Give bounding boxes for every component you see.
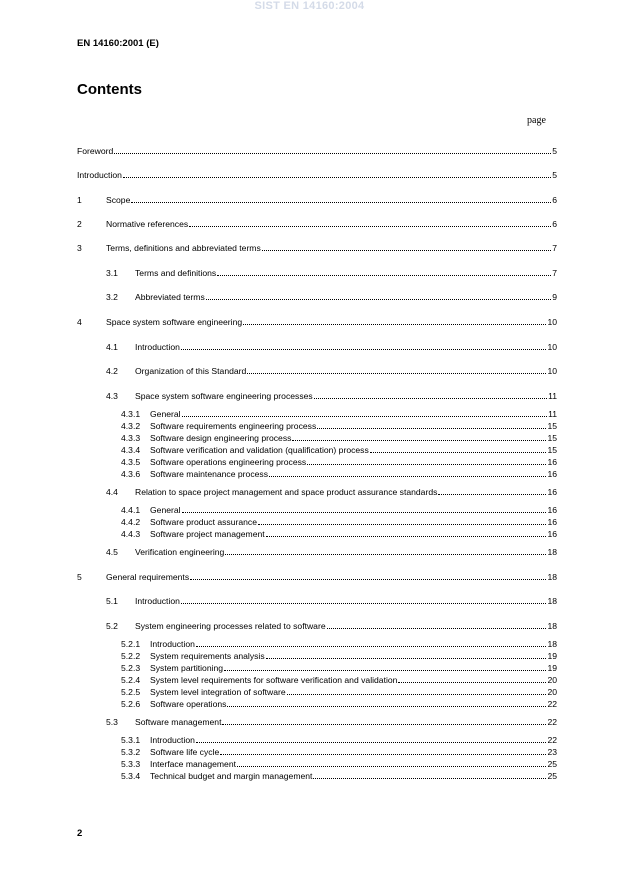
toc-entry[interactable]	[106, 621, 557, 631]
toc-entry-number: 4	[77, 317, 82, 327]
toc-leader-dots	[196, 646, 547, 647]
toc-entry-page: 15	[547, 421, 557, 431]
toc-leader-dots	[114, 153, 551, 154]
toc-entry-title: Abbreviated terms	[135, 292, 205, 302]
toc-entry-title: Software operations engineering process	[150, 457, 307, 467]
toc-entry[interactable]	[121, 675, 557, 685]
toc-entry-page: 18	[547, 596, 557, 606]
toc-entry[interactable]	[121, 421, 557, 431]
toc-entry[interactable]	[77, 146, 557, 156]
toc-entry-number: 5.2.6	[121, 699, 141, 709]
toc-entry-title: General	[150, 409, 181, 419]
toc-entry-number: 5.2	[106, 621, 118, 631]
toc-entry-page: 15	[547, 445, 557, 455]
toc-entry-page: 19	[547, 663, 557, 673]
toc-entry[interactable]	[106, 268, 557, 278]
page-title: Contents	[77, 81, 142, 98]
toc-entry-title: Software project management	[150, 529, 265, 539]
toc-entry-number: 5.3	[106, 717, 118, 727]
toc-leader-dots	[292, 440, 546, 441]
toc-entry-page: 25	[547, 759, 557, 769]
toc-leader-dots	[224, 670, 546, 671]
toc-entry[interactable]	[106, 391, 557, 401]
toc-leader-dots	[266, 536, 547, 537]
toc-entry[interactable]	[77, 219, 557, 229]
toc-leader-dots	[222, 724, 546, 725]
toc-entry-page: 15	[547, 433, 557, 443]
toc-entry-page: 6	[552, 195, 557, 205]
toc-entry[interactable]	[77, 572, 557, 582]
toc-leader-dots	[243, 324, 546, 325]
toc-entry[interactable]	[121, 457, 557, 467]
toc-entry-title: Introduction	[150, 639, 195, 649]
toc-leader-dots	[196, 742, 547, 743]
toc-entry-title: Technical budget and margin management	[150, 771, 313, 781]
toc-entry-page: 10	[547, 342, 557, 352]
toc-entry-number: 4.3.3	[121, 433, 141, 443]
toc-entry-page: 18	[547, 621, 557, 631]
toc-entry-number: 4.3.4	[121, 445, 141, 455]
toc-entry-number: 4.3.5	[121, 457, 141, 467]
toc-entry-title: General requirements	[106, 572, 190, 582]
toc-entry-page: 22	[547, 717, 557, 727]
toc-entry-title: Software management	[135, 717, 222, 727]
toc-leader-dots	[225, 554, 546, 555]
toc-entry-title: Terms, definitions and abbreviated terms	[106, 243, 261, 253]
toc-leader-dots	[181, 603, 547, 604]
toc-entry-title: System engineering processes related to software	[135, 621, 326, 631]
toc-leader-dots	[313, 778, 546, 779]
toc-entry-title: Software design engineering process	[150, 433, 292, 443]
toc-entry-page: 20	[547, 675, 557, 685]
toc-entry-number: 5.3.4	[121, 771, 141, 781]
toc-entry[interactable]	[106, 596, 557, 606]
toc-entry-page: 25	[547, 771, 557, 781]
toc-entry-title: Space system software engineering processes	[135, 391, 313, 401]
toc-entry-title: General	[150, 505, 181, 515]
toc-entry-page: 23	[547, 747, 557, 757]
toc-entry-number: 4.5	[106, 547, 118, 557]
toc-entry-title: Normative references	[106, 219, 189, 229]
toc-entry-page: 22	[547, 735, 557, 745]
toc-entry-number: 5.1	[106, 596, 118, 606]
toc-entry[interactable]	[77, 317, 557, 327]
toc-entry-number: 5.2.1	[121, 639, 141, 649]
toc-entry-page: 22	[547, 699, 557, 709]
toc-entry[interactable]	[106, 717, 557, 727]
toc-entry-number: 5.3.2	[121, 747, 141, 757]
toc-entry-page: 10	[547, 366, 557, 376]
toc-entry[interactable]	[121, 735, 557, 745]
toc-entry-page: 7	[552, 268, 557, 278]
toc-entry-page: 7	[552, 243, 557, 253]
toc-leader-dots	[317, 428, 546, 429]
toc-entry-title: Organization of this Standard	[135, 366, 247, 376]
toc-entry-number: 5.2.2	[121, 651, 141, 661]
toc-leader-dots	[269, 476, 546, 477]
toc-entry[interactable]	[121, 433, 557, 443]
toc-entry-title: Software operations	[150, 699, 227, 709]
toc-entry-title: Introduction	[77, 170, 122, 180]
toc-entry-number: 5.3.1	[121, 735, 141, 745]
toc-entry-number: 5.2.4	[121, 675, 141, 685]
toc-entry-title: Software requirements engineering process	[150, 421, 317, 431]
toc-entry-title: Introduction	[135, 342, 180, 352]
toc-leader-dots	[266, 658, 547, 659]
toc-leader-dots	[247, 373, 546, 374]
toc-leader-dots	[131, 202, 551, 203]
toc-entry-number: 2	[77, 219, 82, 229]
toc-entry-page: 5	[552, 170, 557, 180]
toc-entry[interactable]	[77, 170, 557, 180]
toc-entry-number: 3.2	[106, 292, 118, 302]
toc-entry-number: 5.2.3	[121, 663, 141, 673]
toc-entry-page: 16	[547, 529, 557, 539]
toc-entry[interactable]	[121, 409, 557, 419]
toc-entry-page: 16	[547, 487, 557, 497]
toc-entry[interactable]	[106, 487, 557, 497]
page-column-label: page	[527, 115, 546, 126]
toc-entry-page: 16	[547, 457, 557, 467]
toc-entry-title: Software maintenance process	[150, 469, 268, 479]
toc-leader-dots	[220, 754, 546, 755]
toc-leader-dots	[182, 512, 547, 513]
toc-leader-dots	[227, 706, 546, 707]
toc-entry-page: 6	[552, 219, 557, 229]
toc-leader-dots	[189, 226, 551, 227]
toc-entry[interactable]	[121, 747, 557, 757]
toc-entry-number: 5	[77, 572, 82, 582]
toc-entry-title: System partitioning	[150, 663, 224, 673]
toc-entry-title: Introduction	[150, 735, 195, 745]
toc-entry[interactable]	[106, 366, 557, 376]
toc-entry-title: Software product assurance	[150, 517, 258, 527]
toc-leader-dots	[287, 694, 547, 695]
toc-entry-title: Software life cycle	[150, 747, 220, 757]
toc-entry-title: Interface management	[150, 759, 236, 769]
toc-entry-page: 19	[547, 651, 557, 661]
toc-leader-dots	[123, 177, 551, 178]
toc-entry-number: 4.3.2	[121, 421, 141, 431]
document-id: EN 14160:2001 (E)	[77, 38, 159, 49]
toc-entry-title: System level requirements for software verification and validation	[150, 675, 398, 685]
toc-entry[interactable]	[121, 639, 557, 649]
toc-entry-number: 4.4.3	[121, 529, 141, 539]
toc-entry-number: 5.3.3	[121, 759, 141, 769]
toc-entry-number: 4.4.2	[121, 517, 141, 527]
toc-entry-title: Foreword	[77, 146, 114, 156]
toc-entry-page: 16	[547, 469, 557, 479]
toc-leader-dots	[262, 250, 551, 251]
toc-entry-number: 5.2.5	[121, 687, 141, 697]
toc-entry-number: 4.3.6	[121, 469, 141, 479]
toc-leader-dots	[438, 494, 546, 495]
toc-entry[interactable]	[106, 342, 557, 352]
toc-entry-page: 10	[547, 317, 557, 327]
toc-entry[interactable]	[121, 445, 557, 455]
toc-leader-dots	[190, 579, 546, 580]
toc-entry-title: System level integration of software	[150, 687, 286, 697]
toc-leader-dots	[182, 416, 548, 417]
toc-entry-page: 11	[548, 391, 557, 401]
toc-entry-page: 9	[552, 292, 557, 302]
toc-entry[interactable]	[121, 651, 557, 661]
toc-entry[interactable]	[106, 292, 557, 302]
watermark: SIST EN 14160:2004	[254, 0, 365, 12]
toc-entry-number: 4.3	[106, 391, 118, 401]
toc-leader-dots	[327, 628, 547, 629]
toc-entry[interactable]	[77, 243, 557, 253]
toc-entry-page: 20	[547, 687, 557, 697]
toc-leader-dots	[217, 275, 551, 276]
toc-leader-dots	[258, 524, 546, 525]
toc-entry[interactable]	[121, 529, 557, 539]
toc-leader-dots	[181, 349, 547, 350]
toc-leader-dots	[314, 398, 547, 399]
page-number: 2	[77, 828, 83, 839]
toc-entry-title: Relation to space project management and space product assurance standards	[135, 487, 438, 497]
toc-entry-number: 4.1	[106, 342, 118, 352]
toc-entry-title: Introduction	[135, 596, 180, 606]
toc-entry-number: 4.4.1	[121, 505, 141, 515]
toc-entry-number: 1	[77, 195, 82, 205]
toc-entry-page: 16	[547, 505, 557, 515]
toc-entry[interactable]	[77, 195, 557, 205]
toc-entry-title: System requirements analysis	[150, 651, 265, 661]
toc-entry-page: 5	[552, 146, 557, 156]
toc-entry[interactable]	[121, 517, 557, 527]
toc-entry-page: 18	[547, 639, 557, 649]
toc-entry[interactable]	[121, 505, 557, 515]
toc-entry-number: 4.3.1	[121, 409, 141, 419]
toc-entry-number: 4.2	[106, 366, 118, 376]
toc-entry[interactable]	[121, 759, 557, 769]
toc-entry-title: Software verification and validation (qualification) process	[150, 445, 369, 455]
toc-entry-page: 11	[548, 409, 557, 419]
toc-entry-number: 3	[77, 243, 82, 253]
toc-entry-title: Terms and definitions	[135, 268, 217, 278]
toc-entry[interactable]	[106, 547, 557, 557]
toc-entry-title: Space system software engineering	[106, 317, 243, 327]
toc-leader-dots	[398, 682, 546, 683]
toc-entry[interactable]	[121, 469, 557, 479]
toc-entry-page: 16	[547, 517, 557, 527]
toc-entry-number: 3.1	[106, 268, 118, 278]
toc-entry-title: Verification engineering	[135, 547, 225, 557]
toc-leader-dots	[370, 452, 547, 453]
toc-entry-title: Scope	[106, 195, 131, 205]
toc-entry-number: 4.4	[106, 487, 118, 497]
toc-leader-dots	[307, 464, 546, 465]
toc-entry[interactable]	[121, 699, 557, 709]
toc-entry[interactable]	[121, 687, 557, 697]
toc-entry[interactable]	[121, 771, 557, 781]
toc-entry-page: 18	[547, 572, 557, 582]
toc-leader-dots	[237, 766, 546, 767]
toc-entry[interactable]	[121, 663, 557, 673]
toc-leader-dots	[206, 299, 551, 300]
toc-entry-page: 18	[547, 547, 557, 557]
